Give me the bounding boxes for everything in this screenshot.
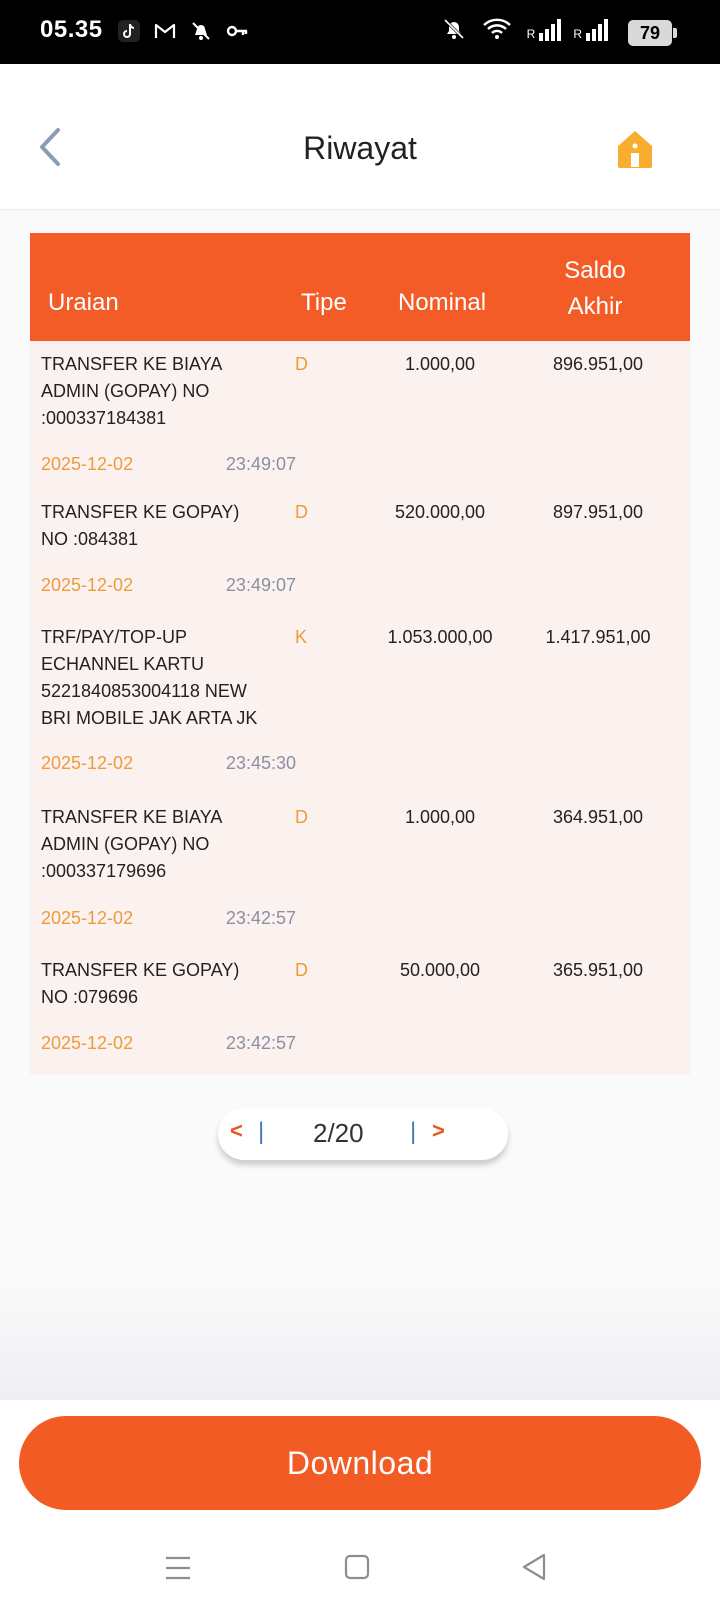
row-saldo: 365.951,00 <box>552 960 644 980</box>
column-saldo-line2: Akhir <box>567 293 623 320</box>
row-date: 2025-12-02 <box>41 454 134 474</box>
table-row[interactable] <box>30 799 690 952</box>
row-time: 23:49:07 <box>225 575 296 595</box>
background-fade <box>0 1280 720 1400</box>
page-indicator: 2/20 <box>313 1118 364 1148</box>
row-desc-line: ADMIN (GOPAY) NO <box>41 381 210 401</box>
row-saldo: 1.417.951,00 <box>545 627 651 647</box>
system-icons <box>441 16 608 42</box>
bottom-area <box>0 1400 720 1612</box>
row-date: 2025-12-02 <box>41 1033 134 1053</box>
row-tipe: D <box>295 807 308 827</box>
column-saldo-line1: Saldo <box>564 257 626 284</box>
gmail-icon <box>152 18 178 44</box>
battery-indicator <box>628 20 672 46</box>
pagination <box>218 1108 508 1160</box>
key-icon <box>224 18 250 44</box>
table-row[interactable] <box>30 619 690 799</box>
home-nav-button[interactable] <box>344 1554 370 1580</box>
row-nominal: 50.000,00 <box>399 960 481 980</box>
muted-notification-icon <box>188 18 214 44</box>
column-tipe: Tipe <box>301 289 347 316</box>
row-date: 2025-12-02 <box>41 908 134 928</box>
row-tipe: K <box>295 627 308 647</box>
row-desc-line: BRI MOBILE JAK ARTA JK <box>41 708 258 728</box>
next-page-button[interactable]: > <box>432 1118 445 1143</box>
row-tipe: D <box>295 354 308 374</box>
row-date: 2025-12-02 <box>41 753 134 773</box>
signal-label-1: R <box>526 27 536 41</box>
pagination-separator: | <box>258 1118 265 1145</box>
recent-apps-button[interactable] <box>164 1554 192 1582</box>
column-nominal: Nominal <box>398 289 487 316</box>
row-nominal: 1.053.000,00 <box>387 627 493 647</box>
notification-icons <box>116 18 250 44</box>
row-desc-line: TRF/PAY/TOP-UP <box>41 627 188 647</box>
tiktok-icon <box>116 18 142 44</box>
triangle-back-icon <box>520 1552 548 1582</box>
row-time: 23:42:57 <box>225 908 296 928</box>
row-saldo: 364.951,00 <box>552 807 644 827</box>
row-desc-line: ADMIN (GOPAY) NO <box>41 834 210 854</box>
status-bar <box>0 0 720 64</box>
row-time: 23:42:57 <box>225 1033 296 1053</box>
wifi-icon <box>479 16 515 42</box>
column-uraian: Uraian <box>48 289 119 316</box>
back-nav-button[interactable] <box>520 1552 548 1582</box>
signal-icon-2 <box>573 17 608 41</box>
page-title: Riwayat <box>303 130 417 166</box>
row-saldo: 897.951,00 <box>552 502 644 522</box>
row-nominal: 1.000,00 <box>404 354 476 374</box>
row-desc-line: TRANSFER KE GOPAY) <box>41 960 240 980</box>
row-nominal: 1.000,00 <box>404 807 476 827</box>
column-saldo-akhir <box>550 253 640 325</box>
row-desc-line: NO :084381 <box>41 529 139 549</box>
row-tipe: D <box>295 502 308 522</box>
bell-off-icon <box>441 16 467 42</box>
app-header <box>0 64 720 210</box>
square-icon <box>344 1554 370 1580</box>
row-desc-line: :000337184381 <box>41 408 167 428</box>
table-row[interactable] <box>30 494 690 619</box>
row-desc-line: 5221840853004118 NEW <box>41 681 247 701</box>
table-row[interactable] <box>30 952 690 1075</box>
row-time: 23:45:30 <box>225 753 296 773</box>
row-description <box>41 351 281 432</box>
home-button[interactable] <box>614 128 656 170</box>
row-desc-line: TRANSFER KE GOPAY) <box>41 502 240 522</box>
menu-icon <box>164 1554 192 1582</box>
row-time: 23:49:07 <box>225 454 296 474</box>
row-description <box>41 804 281 885</box>
row-tipe: D <box>295 960 308 980</box>
table-header <box>30 233 690 341</box>
row-desc-line: TRANSFER KE BIAYA <box>41 354 223 374</box>
signal-label-2: R <box>573 27 582 41</box>
row-description <box>41 624 281 732</box>
signal-icon-1 <box>527 17 562 41</box>
row-description <box>41 499 281 553</box>
previous-page-button[interactable]: < <box>230 1118 243 1143</box>
row-nominal: 520.000,00 <box>394 502 486 522</box>
row-desc-line: ECHANNEL KARTU <box>41 654 205 674</box>
row-desc-line: TRANSFER KE BIAYA <box>41 807 223 827</box>
status-time: 05.35 <box>40 16 103 43</box>
row-description <box>41 957 281 1011</box>
pagination-separator: | <box>410 1118 417 1145</box>
battery-level: 79 <box>639 22 661 43</box>
row-desc-line: :000337179696 <box>41 861 167 881</box>
row-saldo: 896.951,00 <box>552 354 644 374</box>
table-row[interactable] <box>30 341 690 494</box>
download-button[interactable]: Download <box>19 1416 701 1510</box>
row-date: 2025-12-02 <box>41 575 134 595</box>
transaction-table <box>30 233 690 1075</box>
home-icon <box>614 128 656 170</box>
row-desc-line: NO :079696 <box>41 987 139 1007</box>
